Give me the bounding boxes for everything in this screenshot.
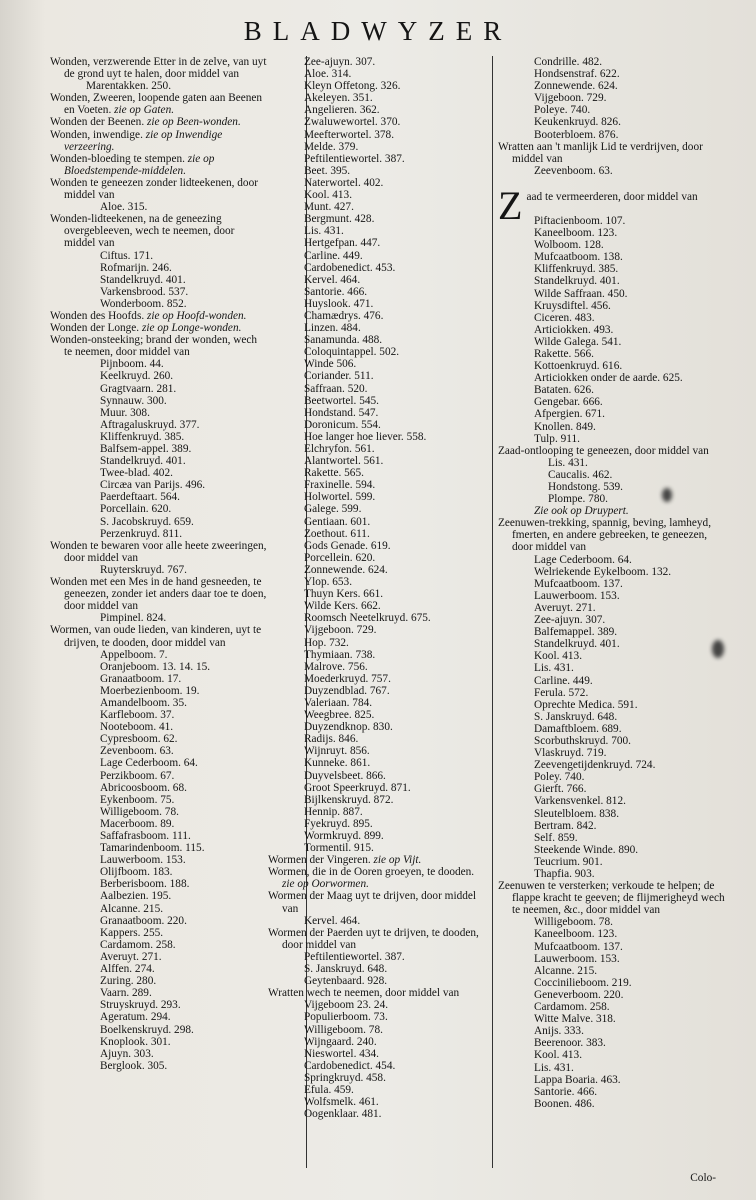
cross-reference: zie op Oorwormen. <box>282 878 369 891</box>
index-subentry: Zee-ajuyn. 307. <box>534 614 606 627</box>
index-subentry: Standelkruyd. 401. <box>100 273 186 286</box>
index-subentry: Lis. 431. <box>304 225 344 238</box>
index-subentry: Ferula. 572. <box>534 686 589 699</box>
index-subentry: Poley. 740. <box>534 771 585 784</box>
index-subentry: S. Janskruyd. 648. <box>304 963 388 976</box>
index-subentry: S. Jacobskruyd. 659. <box>100 515 194 528</box>
index-subentry: Kool. 413. <box>304 189 353 202</box>
index-subentry: Holwortel. 599. <box>304 491 376 504</box>
index-subentry: Zuring. 280. <box>100 975 157 988</box>
index-subentry: Huyslook. 471. <box>304 297 374 310</box>
index-subentry: Doronicum. 554. <box>304 418 381 431</box>
index-subentry: Cardamom. 258. <box>100 938 176 951</box>
index-subentry: Granaatboom. 220. <box>100 914 187 927</box>
index-subentry: Beetwortel. 545. <box>304 394 379 407</box>
index-subentry: Munt. 427. <box>304 201 354 214</box>
index-subentry: Eykenboom. 75. <box>100 793 175 806</box>
index-subentry: Kunneke. 861. <box>304 757 371 770</box>
drop-cap-letter: Z <box>498 182 523 228</box>
index-subentry: Zeevenboom. 63. <box>534 164 613 177</box>
index-subentry: Rakette. 565. <box>304 467 364 480</box>
entry-text: Wonden des Hoofds. <box>50 309 147 322</box>
index-subentry: Bataten. 626. <box>534 384 594 397</box>
index-subentry: Duyvelsbeet. 866. <box>304 769 386 782</box>
index-subentry: Fraxinelle. 594. <box>304 479 376 492</box>
index-subentry: Scorbuthskruyd. 700. <box>534 734 631 747</box>
index-subentry: Willigeboom. 78. <box>304 1023 383 1036</box>
index-subentry: Beet. 395. <box>304 164 351 177</box>
index-subentry: Alcanne. 215. <box>100 902 164 915</box>
index-subentry: Self. 859. <box>534 831 578 844</box>
index-subentry: Ajuyn. 303. <box>100 1047 154 1060</box>
index-subentry: Angelieren. 362. <box>304 104 380 117</box>
index-subentry: Gierft. 766. <box>534 783 587 796</box>
index-subentry: Anijs. 333. <box>534 1025 584 1038</box>
index-subentry: Keukenkruyd. 826. <box>534 116 621 129</box>
index-subentry: Springkruyd. 458. <box>304 1071 386 1084</box>
index-subentry: Willigeboom. 78. <box>534 916 613 929</box>
index-subentry: Saffraan. 520. <box>304 382 368 395</box>
see-also-note: Zie ook op Druypert. <box>534 505 629 518</box>
index-subentry: Naterwortel. 402. <box>304 176 384 189</box>
entry-text: Wonden, inwendige. <box>50 128 146 141</box>
catchword: Colo- <box>690 1172 716 1184</box>
index-heading-entry: Zaad-ontlooping te geneezen, door middel van <box>498 444 709 457</box>
index-subentry: Vlaskruyd. 719. <box>534 747 607 760</box>
index-subentry: Knoplook. 301. <box>100 1035 171 1048</box>
index-subentry: Wolboom. 128. <box>534 239 604 252</box>
index-subentry: Zevenboom. 63. <box>100 745 174 758</box>
index-subentry: Wijnruyt. 856. <box>304 745 370 758</box>
index-subentry: Amandelboom. 35. <box>100 696 187 709</box>
index-subentry: Lauwerboom. 153. <box>534 952 620 965</box>
index-subentry: Kliffenkruyd. 385. <box>100 430 185 443</box>
index-subentry: Ylop. 653. <box>304 576 353 589</box>
index-subentry: Alcanne. 215. <box>534 964 598 977</box>
index-subentry: Oogenklaar. 481. <box>304 1108 382 1121</box>
index-subentry: Appelboom. 7. <box>100 648 168 661</box>
ink-blot <box>712 640 724 658</box>
index-subentry: Lage Cederboom. 64. <box>100 757 198 770</box>
index-heading-entry: Zeenuwen-trekking, spannig, beving, lamheyd, fmerten, en andere gebreeken, te geneezen, door middel van <box>498 517 712 554</box>
index-subentry: Mufcaatboom. 137. <box>534 940 623 953</box>
index-subentry: Cypresboom. 62. <box>100 733 178 746</box>
index-subentry: Ciftus. 171. <box>100 249 154 262</box>
index-heading-entry: Wonden te geneezen zonder lidteekenen, door middel van <box>50 176 258 202</box>
index-subentry: Lis. 431. <box>534 1061 574 1074</box>
index-subentry: Karfleboom. 37. <box>100 709 175 722</box>
index-subentry: Wilde Kers. 662. <box>304 600 381 613</box>
index-subentry: Sanamunda. 488. <box>304 334 383 347</box>
index-subentry: Kool. 413. <box>534 650 583 663</box>
index-subentry: Olijfboom. 183. <box>100 866 173 879</box>
index-subentry: Malrove. 756. <box>304 660 368 673</box>
index-subentry: Mufcaatboom. 137. <box>534 577 623 590</box>
index-heading-entry: Wormen der Maag uyt te drijven, door middel van <box>268 890 477 915</box>
index-subentry: Boonen. 486. <box>534 1097 595 1110</box>
index-subentry: Hondsenstraf. 622. <box>534 68 620 81</box>
index-subentry: Fyekruyd. 895. <box>304 817 373 830</box>
cross-reference: zie op Longe-wonden. <box>141 322 242 335</box>
index-heading-entry: Wormen, van oude lieden, van kinderen, uyt te drijven, te dooden, door middel van <box>50 624 262 649</box>
index-subentry: Wormkruyd. 899. <box>304 830 384 842</box>
index-subentry: Gengebar. 666. <box>534 396 603 409</box>
index-subentry: Melde. 379. <box>304 140 359 153</box>
cross-reference: zie op Hoofd-wonden. <box>146 309 247 322</box>
index-subentry: Cardobenedict. 454. <box>304 1059 396 1072</box>
cross-reference: zie op Inwendige verzeering. <box>64 128 223 153</box>
index-subentry: Abricoosboom. 68. <box>100 781 187 794</box>
index-subentry: Aftragaluskruyd. 377. <box>100 418 200 431</box>
index-subentry: Welriekende Eykelboom. 132. <box>534 565 672 578</box>
index-subentry: Pijnboom. 44. <box>100 358 164 371</box>
index-subentry: Keelkruyd. 260. <box>100 370 174 383</box>
index-subentry: Tormentil. 915. <box>304 842 374 855</box>
index-subentry: Balfemappel. 389. <box>534 626 618 639</box>
index-subentry: Bijlkenskruyd. 872. <box>304 793 394 806</box>
index-subentry: Bergmunt. 428. <box>304 213 375 226</box>
index-subentry: Weegbree. 825. <box>304 709 375 722</box>
index-subentry: Moerbezienboom. 19. <box>100 684 200 697</box>
index-subentry: Hop. 732. <box>304 636 349 649</box>
index-subentry: Averuyt. 271. <box>534 601 596 614</box>
index-subentry: Santorie. 466. <box>304 285 368 298</box>
index-subentry: Kliffenkruyd. 385. <box>534 263 619 276</box>
ink-blot <box>662 488 672 502</box>
index-subentry: Kaneelboom. 123. <box>534 227 618 240</box>
index-subentry: Balfsem-appel. 389. <box>100 443 192 455</box>
index-column-2 <box>268 56 486 1120</box>
index-subentry: Cardobenedict. 453. <box>304 261 396 274</box>
index-subentry: Witte Malve. 318. <box>534 1013 616 1026</box>
index-subentry: Pimpinel. 824. <box>100 612 167 625</box>
index-subentry: Galege. 599. <box>304 503 362 516</box>
index-subentry: Zoethout. 611. <box>304 527 370 540</box>
cross-reference: zie op Been-wonden. <box>146 116 241 129</box>
index-subentry: Poleye. 740. <box>534 104 591 117</box>
index-subentry: Lis. 431. <box>548 456 588 469</box>
page-heading: BLADWYZER <box>243 16 513 46</box>
index-subentry: Moederkruyd. 757. <box>304 672 391 685</box>
index-subentry: Vijgeboon. 729. <box>534 92 607 105</box>
index-subentry: Boelkenskruyd. 298. <box>100 1023 194 1036</box>
index-subentry: Winde 506. <box>304 358 357 371</box>
index-subentry: Oprechte Medica. 591. <box>534 698 638 711</box>
index-subentry: Roomsch Neetelkruyd. 675. <box>304 612 431 625</box>
index-subentry: Coriander. 511. <box>304 370 374 383</box>
index-subentry: Synnauw. 300. <box>100 394 167 407</box>
index-subentry: Wonderboom. 852. <box>100 297 187 310</box>
index-heading-entry: Wonden, verzwerende Etter in de zelve, van uyt de grond uyt te halen, door middel van <box>50 56 267 81</box>
index-subentry: Kleyn Offetong. 326. <box>304 80 401 93</box>
index-subentry: Berberisboom. 188. <box>100 878 190 891</box>
index-subentry: Gentiaan. 601. <box>304 515 371 528</box>
index-subentry: Kottoenkruyd. 616. <box>534 360 623 373</box>
index-subentry: Caucalis. 462. <box>548 468 613 481</box>
index-subentry: Lappa Boaria. 463. <box>534 1073 621 1086</box>
index-subentry: Damaftbloem. 689. <box>534 722 622 735</box>
index-subentry: Oranjeboom. 13. 14. 15. <box>100 660 211 673</box>
index-heading-entry: Wormen der Paerden uyt te drijven, te dooden, door middel van <box>268 926 479 951</box>
index-subentry: Perzenkruyd. 811. <box>100 527 183 540</box>
index-subentry: Hertgefpan. 447. <box>304 237 381 250</box>
entry-text: Wormen, die in de Ooren groeyen, te dooden. <box>268 866 475 879</box>
index-subentry: Santorie. 466. <box>534 1085 598 1098</box>
index-subentry: Radijs. 846. <box>304 733 359 746</box>
index-subentry: Vijgeboom 23. 24. <box>304 999 389 1012</box>
index-subentry: Knollen. 849. <box>534 420 596 433</box>
column-rule-right <box>492 56 493 1168</box>
index-subentry: Gragtvaarn. 281. <box>100 382 177 395</box>
index-subentry: Zeevengetijdenkruyd. 724. <box>534 759 656 772</box>
index-subentry: Saffafrasboom. 111. <box>100 830 191 842</box>
index-subentry: Perzikboom. 67. <box>100 769 175 782</box>
index-subentry: Piftacienboom. 107. <box>534 214 626 227</box>
index-subentry: Hoe langer hoe liever. 558. <box>304 430 427 443</box>
index-heading-entry <box>50 322 268 334</box>
index-subentry: Teucrium. 901. <box>534 855 603 868</box>
index-subentry: Standelkruyd. 401. <box>100 455 186 468</box>
index-subentry: Porcellain. 620. <box>100 503 172 516</box>
index-subentry: Populierboom. 73. <box>304 1011 388 1024</box>
index-heading-entry <box>268 866 486 890</box>
index-subentry: Plompe. 780. <box>548 493 608 506</box>
index-subentry: Porcellein. 620. <box>304 551 376 564</box>
index-subentry: Articiokken onder de aarde. 625. <box>534 372 683 385</box>
entry-text: Wonden, Zweeren, loopende gaten aan Beenen en Voeten. <box>50 92 263 117</box>
index-heading-entry <box>50 129 268 153</box>
index-subentry: Lis. 431. <box>534 662 574 675</box>
index-subentry: Afpergien. 671. <box>534 408 606 421</box>
index-subentry: Paerdeftaart. 564. <box>100 491 180 504</box>
index-subentry: Thuyn Kers. 661. <box>304 588 384 601</box>
index-heading-entry: Wonden met een Mes in de hand gesneeden, te geneezen, zonder iet anders daar toe te doen, door middel van <box>50 576 267 613</box>
index-subentry: Macerboom. 89. <box>100 817 175 830</box>
index-subentry: Thymiaan. 738. <box>304 648 376 661</box>
index-heading-entry <box>50 310 268 322</box>
index-subentry: Carline. 449. <box>304 249 363 262</box>
index-subentry: Hondstand. 547. <box>304 406 379 419</box>
index-subentry: Articiokken. 493. <box>534 323 614 336</box>
index-subentry: Coccinilieboom. 219. <box>534 976 632 989</box>
index-subentry: Linzen. 484. <box>304 322 361 335</box>
index-subentry: Vaarn. 289. <box>100 987 152 1000</box>
index-heading-entry: Zeenuwen te versterken; verkoude te helpen; de flappe kracht te geeven; de flijmerigheyd wech te neemen, &c., door middel van <box>498 880 725 917</box>
spacer <box>498 177 728 189</box>
index-subentry: Gods Genade. 619. <box>304 539 391 552</box>
index-subentry: Rakette. 566. <box>534 347 594 360</box>
index-subentry: Aloe. 315. <box>100 201 148 214</box>
index-subentry: Wijngaard. 240. <box>304 1035 377 1048</box>
index-subentry: Kervel. 464. <box>304 273 361 286</box>
index-subentry: Coloquintappel. 502. <box>304 346 400 359</box>
index-heading-entry <box>268 854 486 866</box>
index-subentry: Zonnewende. 624. <box>304 563 388 576</box>
index-subentry: Kruysdiftel. 456. <box>534 299 611 312</box>
index-subentry: Ciceren. 483. <box>534 311 595 324</box>
entry-text: Wonden-bloeding te stempen. <box>50 152 188 165</box>
index-subentry: Zee-ajuyn. 307. <box>304 56 376 68</box>
index-subentry: Granaatboom. 17. <box>100 672 182 685</box>
entry-text: Wonden der Beenen. <box>50 116 147 129</box>
index-subentry: Marentakken. 250. <box>86 80 172 93</box>
index-subentry: Hondstong. 539. <box>548 481 624 493</box>
index-subentry: Condrille. 482. <box>534 56 603 68</box>
index-subentry: Averuyt. 271. <box>100 950 162 963</box>
index-subentry: Rofmarijn. 246. <box>100 261 172 274</box>
index-subentry: Wilde Galega. 541. <box>534 335 622 348</box>
index-subentry: Lauwerboom. 153. <box>534 589 620 602</box>
index-subentry: Elchryfon. 561. <box>304 443 375 455</box>
index-heading-entry <box>50 153 268 177</box>
index-subentry: Kappers. 255. <box>100 926 164 939</box>
index-subentry: Sleutelbloem. 838. <box>534 807 620 820</box>
index-subentry: Muur. 308. <box>100 406 150 419</box>
index-subentry: Lauwerboom. 153. <box>100 854 186 867</box>
index-subentry: Varkensbrood. 537. <box>100 285 189 298</box>
index-subentry: Steekende Winde. 890. <box>534 843 639 856</box>
index-subentry: Hennip. 887. <box>304 805 363 818</box>
index-heading-entry <box>50 116 268 128</box>
index-column-3 <box>498 56 728 1110</box>
index-subentry: Kool. 413. <box>534 1049 583 1062</box>
index-subentry: Nooteboom. 41. <box>100 721 174 734</box>
index-subentry: Kaneelboom. 123. <box>534 928 618 941</box>
index-subentry: Groot Speerkruyd. 871. <box>304 781 411 794</box>
index-subentry: Peftilentiewortel. 387. <box>304 152 405 165</box>
index-subentry: Tulp. 911. <box>534 432 580 445</box>
index-subentry: Ruyterskruyd. 767. <box>100 563 187 576</box>
index-subentry: Struyskruyd. 293. <box>100 999 181 1012</box>
index-heading-entry: Wonden te bewaren voor alle heete zweeringen, door middel van <box>50 539 267 564</box>
drop-cap-rest: aad te vermeerderen, door middel van <box>526 190 698 203</box>
index-subentry: Alffen. 274. <box>100 963 155 976</box>
index-subentry: Tamarindenboom. 115. <box>100 842 205 855</box>
index-subentry: Berglook. 305. <box>100 1059 168 1072</box>
index-heading-entry: Wonden-lidteekenen, na de geneezing overgebleeven, wech te neemen, door middel van <box>50 213 235 250</box>
index-subentry: Carline. 449. <box>534 674 593 687</box>
index-subentry: Akeleyen. 351. <box>304 92 373 105</box>
index-heading-entry: Wratten wech te neemen, door middel van <box>268 987 460 1000</box>
index-subentry: Lage Cederboom. 64. <box>534 553 632 566</box>
entry-text: Wormen der Vingeren. <box>268 854 374 867</box>
index-subentry: Alantwortel. 561. <box>304 455 384 468</box>
index-subentry: Kervel. 464. <box>304 914 361 927</box>
index-subentry: Twee-blad. 402. <box>100 467 173 480</box>
index-subentry: Zonnewende. 624. <box>534 80 618 93</box>
index-subentry: Vijgeboon. 729. <box>304 624 377 637</box>
index-subentry: Mufcaatboom. 138. <box>534 251 623 264</box>
index-subentry: Wolfsmelk. 461. <box>304 1096 379 1109</box>
index-heading-entry: Wratten aan 't manlijk Lid te verdrijven, door middel van <box>498 140 703 165</box>
index-subentry: Zwaluwewortel. 370. <box>304 116 401 129</box>
index-subentry: Peftilentiewortel. 387. <box>304 950 405 963</box>
index-subentry: Nieswortel. 434. <box>304 1047 379 1060</box>
index-subentry: Varkensvenkel. 812. <box>534 795 626 808</box>
index-subentry: Circæa van Parijs. 496. <box>100 479 206 492</box>
cross-reference: zie op Bloedstempende-middelen. <box>64 152 215 177</box>
index-subentry: Beerenoor. 383. <box>534 1037 606 1050</box>
cross-reference: zie op Vijt. <box>373 854 422 867</box>
index-subentry: Standelkruyd. 401. <box>534 275 620 288</box>
index-subentry: S. Janskruyd. 648. <box>534 710 618 723</box>
index-column-1 <box>50 56 268 1072</box>
index-subentry: Meefterwortel. 378. <box>304 128 395 141</box>
index-subentry: Wilde Saffraan. 450. <box>534 287 628 300</box>
index-subentry: Duyzendblad. 767. <box>304 684 390 697</box>
index-subentry: Aalbezien. 195. <box>100 890 172 903</box>
entry-text: Wonden der Longe. <box>50 322 142 335</box>
index-heading-entry: Wonden-onsteeking; brand der wonden, wech te neemen, door middel van <box>50 334 258 359</box>
index-subentry: Valeriaan. 784. <box>304 696 373 709</box>
index-subentry: Ageratum. 294. <box>100 1011 171 1024</box>
index-subentry: Thapfia. 903. <box>534 868 595 880</box>
index-subentry: Bertram. 842. <box>534 819 597 832</box>
index-subentry: Efula. 459. <box>304 1083 354 1096</box>
index-subentry: Aloe. 314. <box>304 68 352 81</box>
index-subentry: Duyzendknop. 830. <box>304 721 393 734</box>
cross-reference: zie op Gaten. <box>114 104 175 117</box>
index-subentry: Geytenbaard. 928. <box>304 975 388 988</box>
index-subentry: Cardamom. 258. <box>534 1001 610 1014</box>
index-subentry: Geneverboom. 220. <box>534 988 624 1001</box>
index-subentry: Standelkruyd. 401. <box>534 638 620 651</box>
index-heading-entry <box>50 92 268 116</box>
index-subentry: Chamædrys. 476. <box>304 309 384 322</box>
index-subentry: Booterbloem. 876. <box>534 128 619 141</box>
index-subentry: Willigeboom. 78. <box>100 805 179 818</box>
